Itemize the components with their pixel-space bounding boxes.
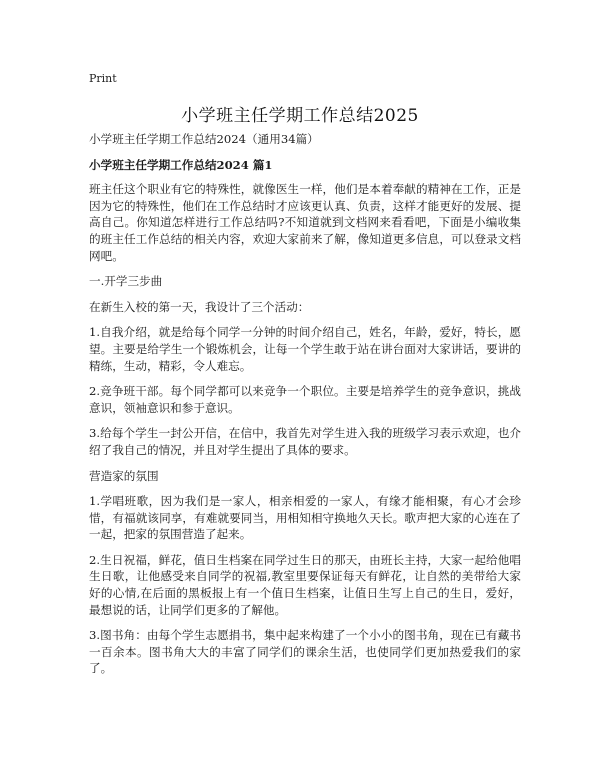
section-heading: 小学班主任学期工作总结2024 篇1 xyxy=(89,157,273,172)
section-title-opening: 一.开学三步曲 xyxy=(89,274,163,289)
list-item: 1.学唱班歌，因为我们是一家人，相亲相爱的一家人，有缘才能相聚，有心才会珍惜，有福就该同享，有难就要同当，用相知相守换地久天长。歌声把大家的心连在了一起，把家的氛围营造了起来。 xyxy=(89,494,521,542)
document-subtitle: 小学班主任学期工作总结2024（通用34篇） xyxy=(89,132,319,146)
list-item: 1.自我介绍，就是给每个同学一分钟的时间介绍自己，姓名，年龄，爱好，特长，愿望。主要是给学生一个锻炼机会，让每一个学生敢于站在讲台面对大家讲话，要讲的精练，生动，精彩，令人难忘。 xyxy=(89,325,521,373)
print-label: Print xyxy=(89,72,117,85)
list-item: 3.图书角：由每个学生志愿捐书，集中起来构建了一个小小的图书角，现在已有藏书一百余本。图书角大大的丰富了同学们的课余生活，也使同学们更加热爱我们的家了。 xyxy=(89,628,521,676)
document-title: 小学班主任学期工作总结2025 xyxy=(181,106,419,126)
list-item: 2.竞争班干部。每个同学都可以来竞争一个职位。主要是培养学生的竞争意识，挑战意识，领袖意识和参于意识。 xyxy=(89,384,521,415)
paragraph: 在新生入校的第一天，我设计了三个活动： xyxy=(89,299,310,314)
list-item: 3.给每个学生一封公开信，在信中，我首先对学生进入我的班级学习表示欢迎，也介绍了我自己的情况，并且对学生提出了具体的要求。 xyxy=(89,426,521,457)
list-item: 2.生日祝福，鲜花，值日生档案在同学过生日的那天，由班长主持，大家一起给他唱生日歌，让他感受来自同学的祝福,教室里要保证每天有鲜花，让自然的美带给大家好的心情,在后面的黑板报上有一个值日生档案，让值日生写上自己的生日，爱好，最想说的话，让同学们更多的了解他。 xyxy=(89,552,521,617)
intro-paragraph: 班主任这个职业有它的特殊性，就像医生一样，他们是本着奉献的精神在工作，正是因为它的特殊性，他们在工作总结时才应该更认真、负责，这样才能更好的发展、提高自己。你知道怎样进行工作总结吗?不知道就到文档网来看看吧，下面是小编收集的班主任工作总结的相关内容，欢迎大家前来了解，像知道更多信息，可以登录文档网吧。 xyxy=(89,182,521,263)
section-title-atmosphere: 营造家的氛围 xyxy=(89,468,159,483)
document-body xyxy=(89,131,521,686)
